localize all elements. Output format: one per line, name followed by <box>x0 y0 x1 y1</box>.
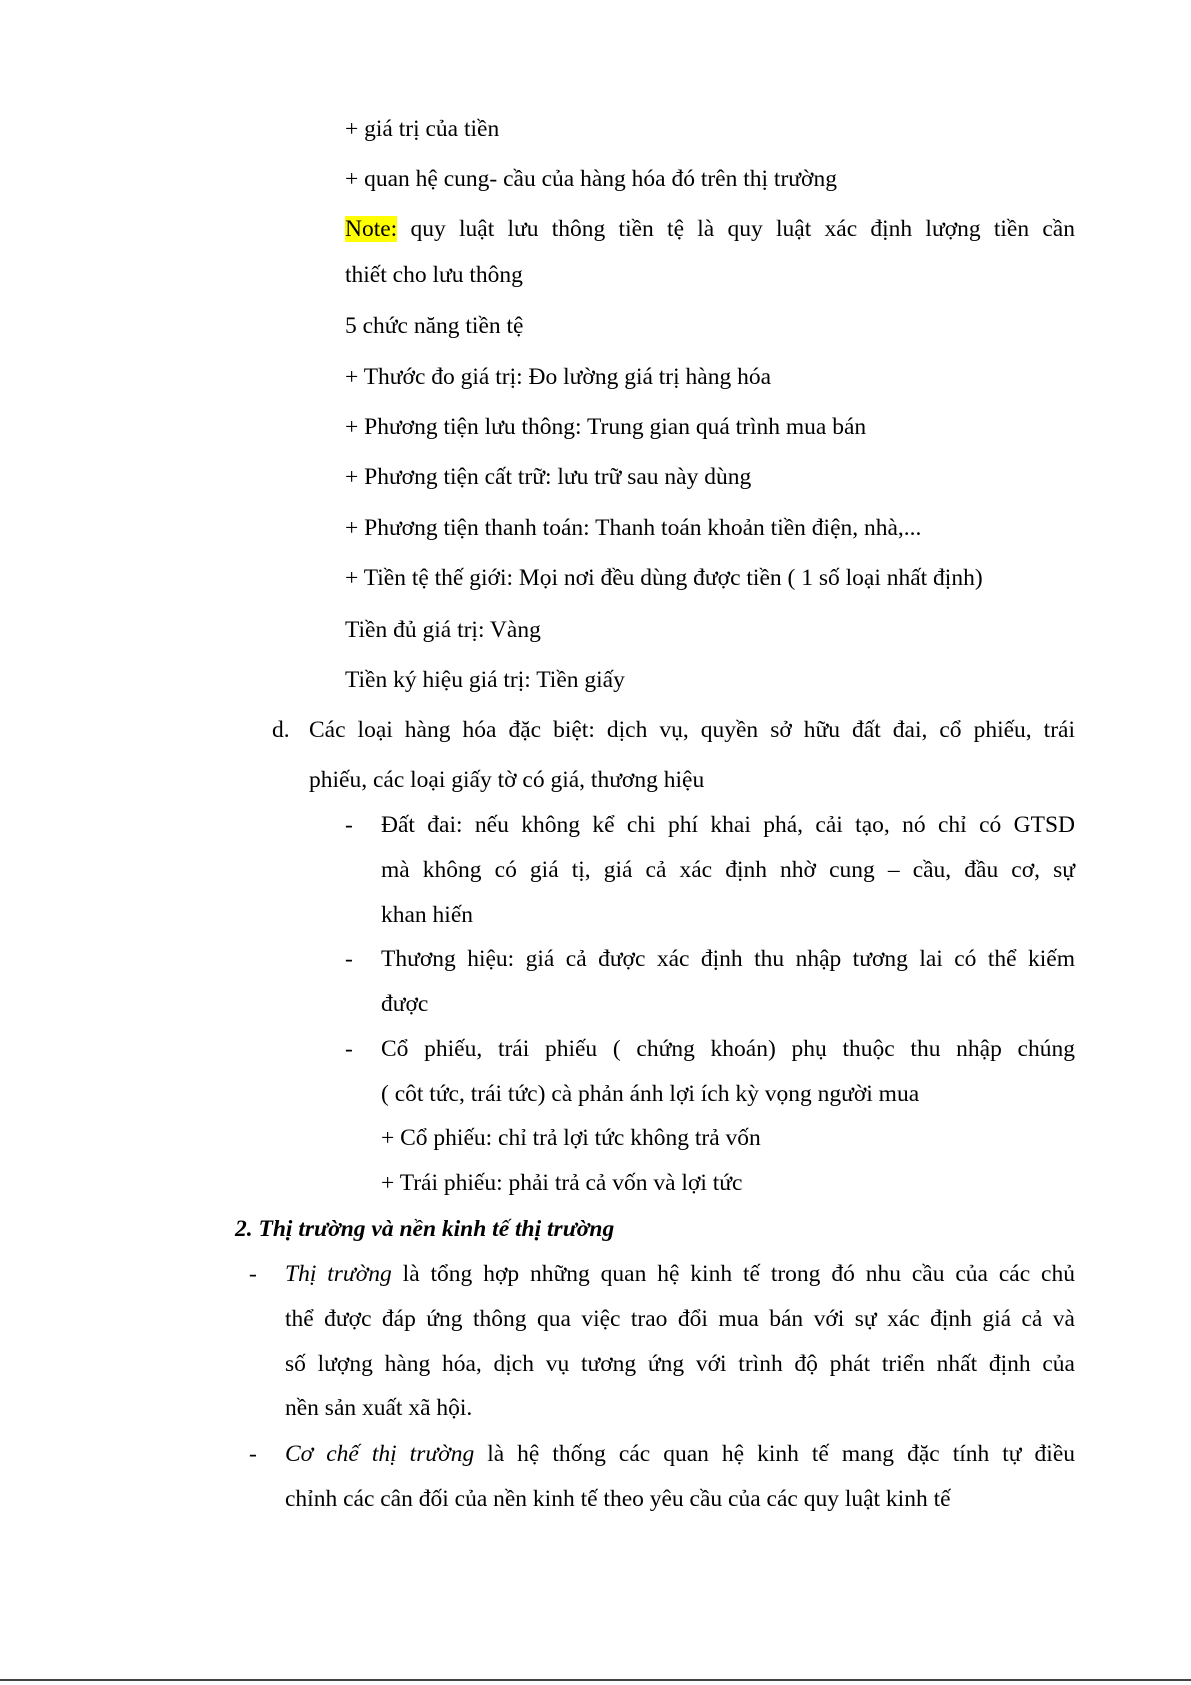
term: Cơ chế thị trường <box>285 1441 475 1467</box>
note-line <box>345 218 1075 242</box>
paragraph-line: nền sản xuất xã hội. <box>285 1395 473 1421</box>
note-label: Note: <box>345 216 398 242</box>
bullet-line: được <box>381 991 429 1017</box>
text-line: + Phương tiện lưu thông: Trung gian quá trình mua bán <box>345 414 867 440</box>
text-line: + Phương tiện cất trữ: lưu trữ sau này dùng <box>345 464 752 490</box>
bullet-dash: - <box>249 1441 257 1467</box>
paragraph-line <box>285 1443 1075 1467</box>
bullet-line: mà không có giá tị, giá cả xác định nhờ cung – cầu, đầu cơ, sự <box>381 857 1075 883</box>
paragraph-line: chỉnh các cân đối của nền kinh tế theo yêu cầu của các quy luật kinh tế <box>285 1486 951 1512</box>
bullet-dash: - <box>249 1261 257 1287</box>
bullet-subline: + Trái phiếu: phải trả cả vốn và lợi tức <box>381 1170 743 1196</box>
paragraph-line <box>285 1263 1075 1287</box>
text-line: 5 chức năng tiền tệ <box>345 313 524 339</box>
section-d-line: Các loại hàng hóa đặc biệt: dịch vụ, quyền sở hữu đất đai, cổ phiếu, trái <box>309 717 1075 743</box>
text-line: + Thước đo giá trị: Đo lường giá trị hàng hóa <box>345 364 772 390</box>
text-line: + giá trị của tiền <box>345 116 500 142</box>
bullet-subline: + Cổ phiếu: chỉ trả lợi tức không trả vốn <box>381 1125 761 1151</box>
text-line: + Tiền tệ thế giới: Mọi nơi đều dùng được tiền ( 1 số loại nhất định) <box>345 565 983 591</box>
bullet-dash: - <box>345 812 353 838</box>
bullet-line: Thương hiệu: giá cả được xác định thu nhập tương lai có thể kiếm <box>381 946 1075 972</box>
paragraph-line: số lượng hàng hóa, dịch vụ tương ứng với trình độ phát triển nhất định của <box>285 1351 1075 1377</box>
bullet-line: Cổ phiếu, trái phiếu ( chứng khoán) phụ thuộc thu nhập chúng <box>381 1036 1075 1062</box>
text-line: + quan hệ cung- cầu của hàng hóa đó trên thị trường <box>345 166 837 192</box>
note-text: quy luật lưu thông tiền tệ là quy luật xác định lượng tiền cần <box>397 216 1075 242</box>
section-heading: 2. Thị trường và nền kinh tế thị trường <box>235 1216 615 1242</box>
text-line: Tiền ký hiệu giá trị: Tiền giấy <box>345 667 625 693</box>
paragraph-line: thể được đáp ứng thông qua việc trao đổi mua bán với sự xác định giá cả và <box>285 1306 1075 1332</box>
text-run: là hệ thống các quan hệ kinh tế mang đặc tính tự điều <box>474 1441 1075 1467</box>
term: Thị trường <box>285 1261 392 1287</box>
page-bottom-rule <box>0 1679 1191 1681</box>
text-line: thiết cho lưu thông <box>345 262 523 288</box>
bullet-dash: - <box>345 1036 353 1062</box>
text-run: là tổng hợp những quan hệ kinh tế trong đó nhu cầu của các chủ <box>391 1261 1075 1287</box>
text-line: + Phương tiện thanh toán: Thanh toán khoản tiền điện, nhà,... <box>345 515 922 541</box>
bullet-dash: - <box>345 946 353 972</box>
section-d-line: phiếu, các loại giấy tờ có giá, thương hiệu <box>309 767 705 793</box>
text-line: Tiền đủ giá trị: Vàng <box>345 617 541 643</box>
bullet-line: ( côt tức, trái tức) cà phản ánh lợi ích kỳ vọng người mua <box>381 1081 920 1107</box>
bullet-line: khan hiến <box>381 902 474 928</box>
bullet-line: Đất đai: nếu không kể chi phí khai phá, cải tạo, nó chỉ có GTSD <box>381 812 1075 838</box>
list-marker: d. <box>272 717 290 743</box>
